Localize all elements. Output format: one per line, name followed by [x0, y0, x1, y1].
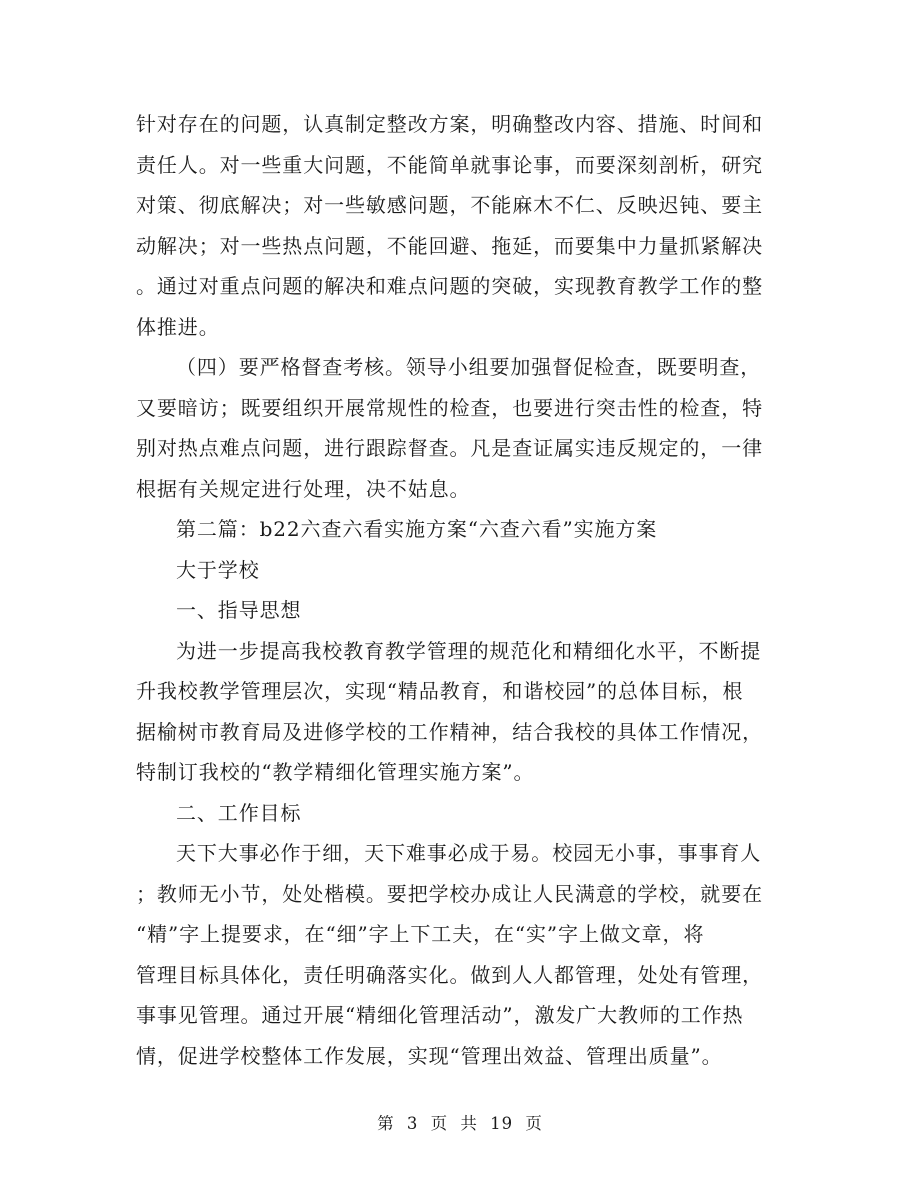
text-line: “精”字上提要求，在“细”字上下工夫，在“实”字上做文章，将 — [136, 922, 705, 946]
page-footer — [0, 1110, 920, 1134]
body-text — [136, 104, 776, 1076]
text-line: 天下大事必作于细，天下难事必成于易。校园无小事，事事育人 — [176, 841, 762, 865]
text-line: （四）要严格督查考核。领导小组要加强督促检查，既要明查， — [176, 355, 762, 379]
school-name: 大于学校 — [176, 557, 260, 582]
text-line: 别对热点难点问题，进行跟踪督查。凡是查证属实违反规定的，一律 — [136, 436, 763, 460]
text-line: 特制订我校的“教学精细化管理实施方案”。 — [136, 760, 535, 784]
text-line: 根据有关规定进行处理，决不姑息。 — [136, 476, 471, 501]
footer-total-pages: 19 — [490, 1114, 514, 1133]
text-line: 管理目标具体化，责任明确落实化。做到人人都管理，处处有管理， — [136, 962, 763, 987]
text-line: 对策、彻底解决；对一些敏感问题，不能麻木不仁、反映迟钝、要主 — [136, 193, 763, 217]
text-line: 。通过对重点问题的解决和难点问题的突破，实现教育教学工作的整 — [136, 274, 763, 298]
text-line: 针对存在的问题，认真制定整改方案，明确整改内容、措施、时间和 — [136, 112, 763, 136]
text-line: 情，促进学校整体工作发展，实现“管理出效益、管理出质量”。 — [136, 1043, 723, 1068]
text-line: ；教师无小节，处处楷模。要把学校办成让人民满意的学校，就要在 — [136, 881, 763, 906]
subheading-guiding-thought: 一、指导思想 — [176, 598, 302, 622]
text-line: 事事见管理。通过开展“精细化管理活动”，激发广大教师的工作热 — [136, 1003, 744, 1027]
text-line: 据榆树市教育局及进修学校的工作精神，结合我校的具体工作情况， — [136, 719, 763, 744]
text-line: 动解决；对一些热点问题，不能回避、拖延，而要集中力量抓紧解决 — [136, 233, 763, 258]
section-heading: 第二篇：b22六查六看实施方案“六查六看”实施方案 — [176, 517, 658, 541]
text-line: 责任人。对一些重大问题，不能简单就事论事，而要深刻剖析，研究 — [136, 152, 763, 177]
text-line: 体推进。 — [136, 314, 220, 339]
text-line: 升我校教学管理层次，实现“精品教育，和谐校园”的总体目标，根 — [136, 679, 744, 703]
footer-suffix: 页 — [525, 1114, 543, 1133]
footer-current-page: 3 — [406, 1114, 419, 1133]
text-line: 又要暗访；既要组织开展常规性的检查，也要进行突击性的检查，特 — [136, 395, 763, 420]
footer-total-label: 共 — [460, 1114, 478, 1133]
subheading-work-goals: 二、工作目标 — [176, 800, 302, 825]
text-line: 为进一步提高我校教育教学管理的规范化和精细化水平，不断提 — [176, 638, 762, 663]
footer-page-label: 页 — [430, 1114, 449, 1133]
footer-prefix: 第 — [377, 1114, 395, 1133]
